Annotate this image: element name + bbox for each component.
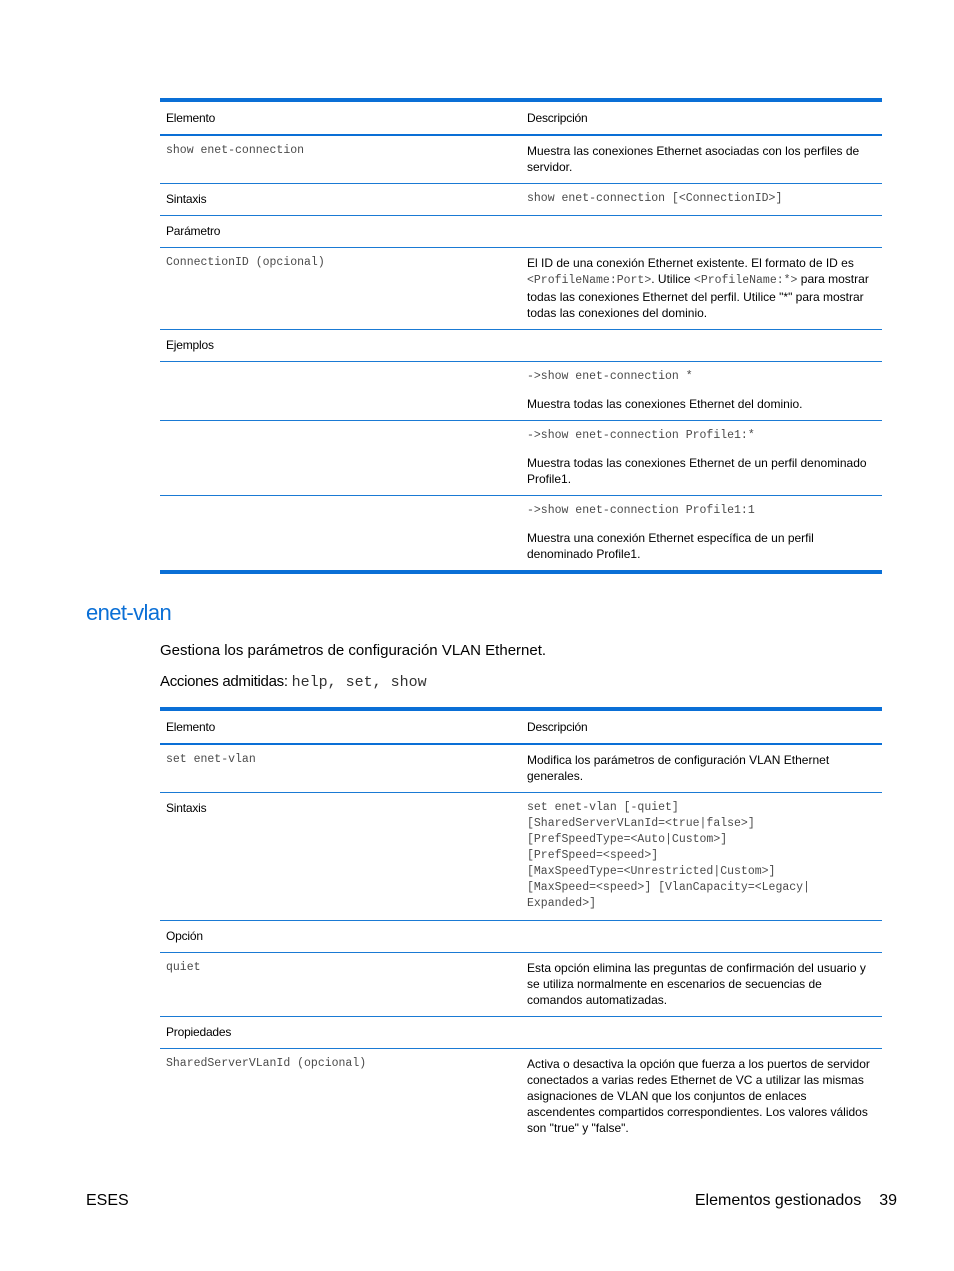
param-description bbox=[521, 248, 882, 330]
table-row bbox=[160, 362, 882, 421]
syntax-line: Expanded>] bbox=[527, 897, 597, 910]
syntax-line: [SharedServerVLanId=<true|false>] bbox=[527, 817, 755, 830]
example-command: ->show enet-connection Profile1:* bbox=[527, 429, 755, 442]
item-description: Modifica los parámetros de configuración VLAN Ethernet generales. bbox=[521, 744, 882, 793]
syntax-line: [MaxSpeedType=<Unrestricted|Custom>] bbox=[527, 865, 776, 878]
table-row bbox=[160, 248, 882, 330]
example-description: Muestra todas las conexiones Ethernet del dominio. bbox=[527, 397, 803, 411]
header-description: Descripción bbox=[521, 709, 882, 744]
param-desc-text: para mostrar todas las conexiones Ethernet del perfil. Utilice "*" para mostrar todas las conexiones del dominio. bbox=[527, 272, 869, 320]
table-row bbox=[160, 744, 882, 793]
supported-actions bbox=[160, 673, 427, 691]
header-element: Elemento bbox=[160, 100, 521, 135]
syntax-line: [PrefSpeedType=<Auto|Custom>] bbox=[527, 833, 728, 846]
header-element: Elemento bbox=[160, 709, 521, 744]
item-description: Muestra las conexiones Ethernet asociadas con los perfiles de servidor. bbox=[521, 135, 882, 184]
param-desc-text: . Utilice bbox=[651, 272, 694, 286]
table-row bbox=[160, 421, 882, 496]
actions-separator: : bbox=[283, 673, 292, 690]
param-desc-text: El ID de una conexión Ethernet existente. El formato de ID es bbox=[527, 256, 854, 270]
example-command: ->show enet-connection Profile1:1 bbox=[527, 504, 755, 517]
syntax-line: set enet-vlan [-quiet] bbox=[527, 801, 679, 814]
footer-section-title: Elementos gestionados bbox=[694, 1192, 862, 1209]
syntax-label: Sintaxis bbox=[160, 184, 521, 216]
example-cell bbox=[521, 421, 882, 496]
example-cell bbox=[521, 362, 882, 421]
actions-label: Acciones admitidas bbox=[160, 673, 284, 690]
syntax-line: [PrefSpeed=<speed>] bbox=[527, 849, 659, 862]
syntax-line: [MaxSpeed=<speed>] [VlanCapacity=<Legacy| bbox=[527, 881, 810, 894]
empty-cell bbox=[160, 362, 521, 421]
connection-table bbox=[160, 98, 882, 574]
header-description: Descripción bbox=[521, 100, 882, 135]
property-description: Activa o desactiva la opción que fuerza a los puertos de servidor conectados a varias redes Ethernet de VC a utilizar las mismas asignaciones de VLAN que los conjuntos de enlaces ascendentes compartidos correspondientes. Los valores válidos son "true" y "false". bbox=[527, 1057, 870, 1135]
table-row bbox=[160, 135, 882, 184]
syntax-label: Sintaxis bbox=[160, 793, 521, 921]
table-row bbox=[160, 921, 882, 953]
table-row bbox=[160, 184, 882, 216]
syntax-value bbox=[521, 793, 882, 921]
empty-cell bbox=[521, 216, 882, 248]
footer-section bbox=[695, 1192, 897, 1210]
table-row bbox=[160, 1049, 882, 1145]
option-description: Esta opción elimina las preguntas de confirmación del usuario y se utiliza normalmente en escenarios de secuencias de comandos automatizadas. bbox=[521, 953, 882, 1017]
table-header-row bbox=[160, 709, 882, 744]
empty-cell bbox=[521, 1017, 882, 1049]
empty-cell bbox=[521, 921, 882, 953]
table-row bbox=[160, 953, 882, 1017]
example-description: Muestra todas las conexiones Ethernet de un perfil denominado Profile1. bbox=[527, 456, 867, 486]
empty-cell bbox=[160, 421, 521, 496]
example-command: ->show enet-connection * bbox=[527, 370, 693, 383]
actions-value: help, set, show bbox=[291, 674, 427, 691]
footer-locale: ESES bbox=[86, 1192, 129, 1209]
option-name: quiet bbox=[160, 953, 521, 1017]
table-row bbox=[160, 1017, 882, 1049]
section-title: enet-vlan bbox=[86, 600, 172, 625]
property-name: SharedServerVLanId (opcional) bbox=[166, 1057, 367, 1070]
param-code: <ProfileName:*> bbox=[693, 274, 798, 287]
table-row bbox=[160, 330, 882, 362]
empty-cell bbox=[521, 330, 882, 362]
table-header-row bbox=[160, 100, 882, 135]
param-code: <ProfileName:Port> bbox=[527, 274, 652, 287]
table-row bbox=[160, 793, 882, 921]
example-cell bbox=[521, 496, 882, 573]
properties-header: Propiedades bbox=[160, 1017, 521, 1049]
empty-cell bbox=[160, 496, 521, 573]
section-intro: Gestiona los parámetros de configuración VLAN Ethernet. bbox=[160, 642, 547, 659]
table-row bbox=[160, 216, 882, 248]
table-row bbox=[160, 496, 882, 573]
examples-header: Ejemplos bbox=[160, 330, 521, 362]
syntax-value: show enet-connection [<ConnectionID>] bbox=[521, 184, 882, 216]
param-header: Parámetro bbox=[160, 216, 521, 248]
vlan-table bbox=[160, 707, 882, 1144]
option-header: Opción bbox=[160, 921, 521, 953]
item-command: set enet-vlan bbox=[160, 744, 521, 793]
item-command: show enet-connection bbox=[160, 135, 521, 184]
example-description: Muestra una conexión Ethernet específica de un perfil denominado Profile1. bbox=[527, 531, 814, 561]
param-name: ConnectionID (opcional) bbox=[160, 248, 521, 330]
page-number: 39 bbox=[879, 1192, 897, 1209]
